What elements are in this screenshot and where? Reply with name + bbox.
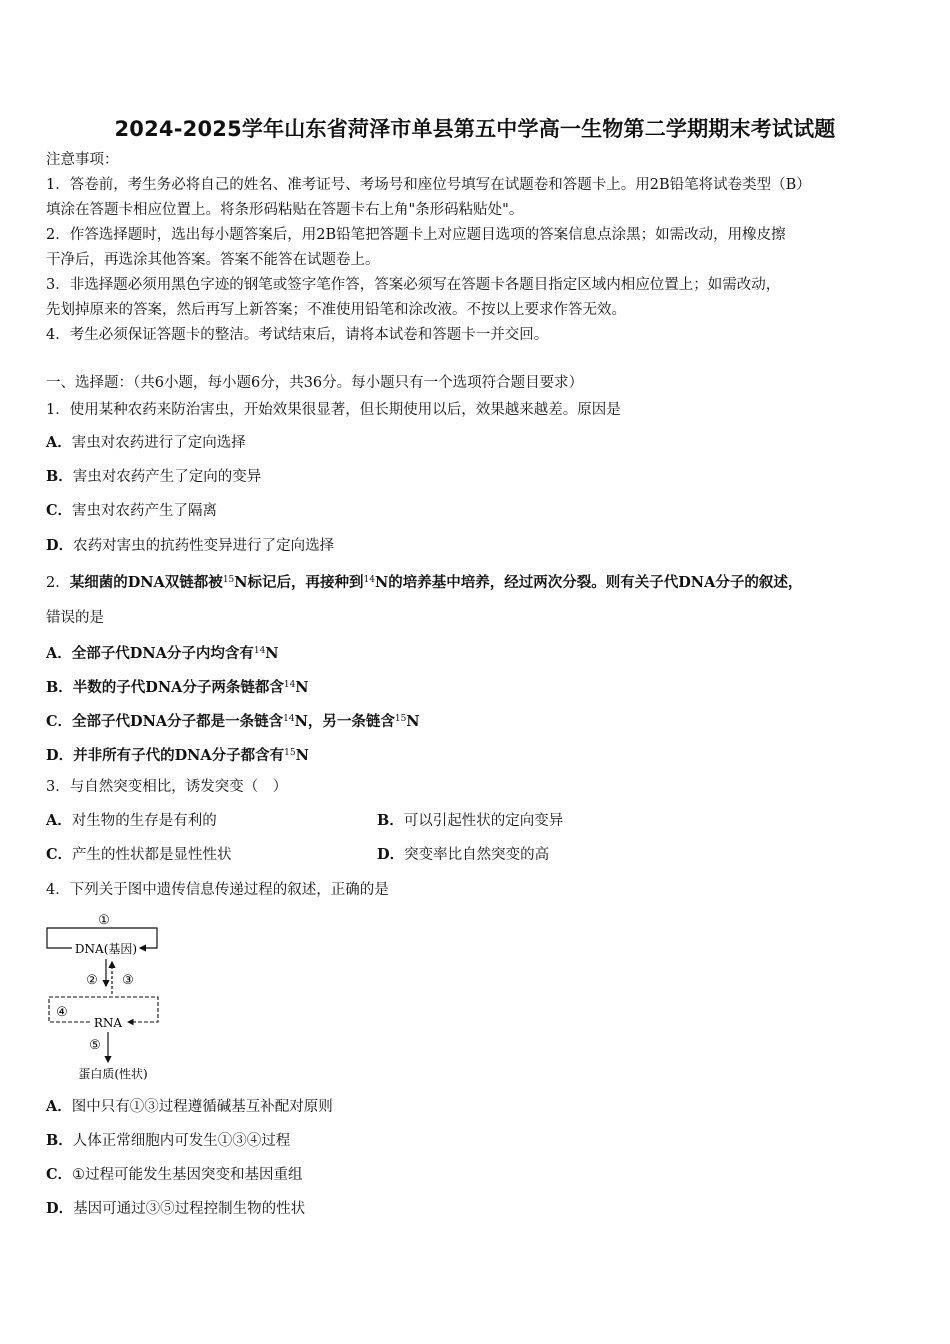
q1-option-b[interactable] [46,467,261,487]
option-text: 人体正常细胞内可发生①③④过程 [72,1133,291,1149]
q2-option-b[interactable] [46,675,309,698]
protein-node: 蛋白质(性状) [78,1067,148,1081]
process-5-label: ⑤ [89,1038,101,1053]
option-text: N [265,645,279,662]
option-label: B． [46,679,73,696]
notice-heading: 注意事项： [46,152,119,168]
q2-option-d[interactable] [46,743,309,766]
option-text: 可以引起性状的定向变异 [403,813,564,829]
notice-line: 填涂在答题卡相应位置上。将条形码粘贴在答题卡右上角"条形码粘贴处"。 [46,202,524,218]
question-stem: 与自然突变相比，诱发突变（ ） [69,779,288,795]
question-number: 1． [46,402,70,418]
superscript: 15 [394,714,407,724]
option-text: 全部子代DNA分子内均含有 [71,645,254,662]
process-4-label: ④ [56,1005,68,1020]
superscript: 14 [363,575,375,585]
option-text: 产生的性状都是显性性状 [72,847,232,863]
q3-option-b[interactable] [377,811,563,831]
option-label: C． [46,502,73,519]
process-2-label: ② [86,973,98,988]
option-label: A． [46,1098,72,1115]
option-text: N [295,747,309,764]
q3-option-c[interactable] [46,845,232,865]
q2-option-c[interactable] [46,709,420,732]
process-3-label: ③ [122,973,134,988]
option-text: 害虫对农药产生了定向的变异 [72,469,262,485]
option-text: 对生物的生存是有利的 [71,813,217,829]
q4-option-c[interactable] [46,1165,303,1185]
option-text: 基因可通过③⑤过程控制生物的性状 [73,1201,306,1217]
q3-option-d[interactable] [377,845,549,865]
option-label: C． [46,1166,73,1183]
question-number: 4． [46,882,70,898]
option-label: A． [46,645,72,662]
option-label: B． [377,812,404,829]
superscript: 15 [284,748,296,758]
option-label: B． [46,1132,73,1149]
option-label: D． [46,747,74,764]
genetic-information-flow-diagram [40,906,170,1086]
rna-node: RNA [93,1016,123,1030]
option-text: 图中只有①③过程遵循碱基互补配对原则 [71,1099,333,1115]
option-text: 并非所有子代的DNA分子都含有 [73,747,285,764]
question-number: 2． [46,575,70,591]
q1-option-a[interactable] [46,433,246,453]
question-stem: N标记后，再接种到 [234,574,364,591]
option-text: N，另一条链含 [294,713,395,730]
option-label: C． [46,846,73,863]
q4-option-b[interactable] [46,1131,290,1151]
option-text: 突变率比自然突变的高 [404,847,550,863]
option-label: D． [46,1200,74,1217]
dna-node: DNA(基因) [74,942,138,956]
page-title: 2024-2025学年山东省菏泽市单县第五中学高一生物第二学期期末考试试题 [114,117,836,141]
superscript: 14 [283,714,295,724]
option-label: D． [377,846,405,863]
option-text: 害虫对农药产生了隔离 [72,503,218,519]
option-label: A． [46,434,72,451]
notice-line: 先划掉原来的答案，然后再写上新答案；不准使用铅笔和涂改液。不按以上要求作答无效。 [46,302,626,318]
process-1-label: ① [98,913,110,928]
notice-line: 2．作答选择题时，选出每小题答案后，用2B铅笔把答题卡上对应题目选项的答案信息点涂黑；如需改动，用橡皮擦 [46,227,786,243]
question-2 [46,570,802,593]
question-stem: 下列关于图中遗传信息传递过程的叙述，正确的是 [69,882,389,898]
q3-option-a[interactable] [46,811,217,831]
question-stem: 使用某种农药来防治害虫，开始效果很显著，但长期使用以后，效果越来越差。原因是 [69,402,621,418]
question-stem: 某细菌的DNA双链都被 [69,574,223,591]
notice-line: 4．考生必须保证答题卡的整洁。考试结束后，请将本试卷和答题卡一并交回。 [46,327,549,343]
option-text: 农药对害虫的抗药性变异进行了定向选择 [73,538,335,554]
question-3 [46,777,287,797]
notice-line: 1．答卷前，考生务必将自己的姓名、准考证号、考场号和座位号填写在试题卷和答题卡上。用2B铅笔将试卷类型（B） [46,177,811,193]
option-text: N [295,679,309,696]
question-stem: N的培养基中培养，经过两次分裂。则有关子代DNA分子的叙述， [374,574,803,591]
superscript: 14 [283,680,296,690]
option-text: N [406,713,420,730]
option-text: 害虫对农药进行了定向选择 [71,435,246,451]
option-text: 全部子代DNA分子都是一条链含 [72,713,284,730]
q1-option-c[interactable] [46,501,217,521]
q2-option-a[interactable] [46,641,279,664]
notice-line: 干净后，再选涂其他答案。答案不能答在试题卷上。 [46,252,380,268]
option-text: ①过程可能发生基因突变和基因重组 [72,1167,303,1183]
option-label: B． [46,468,73,485]
option-label: D． [46,537,74,554]
option-label: A． [46,812,72,829]
q4-option-d[interactable] [46,1199,305,1219]
question-4 [46,880,389,900]
section-heading: 一、选择题：（共6小题，每小题6分，共36分。每小题只有一个选项符合题目要求） [46,375,584,391]
question-1 [46,400,621,420]
question-stem-continued: 错误的是 [46,610,104,626]
notice-line: 3．非选择题必须用黑色字迹的钢笔或签字笔作答，答案必须写在答题卡各题目指定区域内相应位置上；如需改动， [46,277,781,293]
superscript: 15 [222,575,235,585]
superscript: 14 [253,646,266,656]
option-text: 半数的子代DNA分子两条链都含 [72,679,284,696]
q4-option-a[interactable] [46,1097,333,1117]
option-label: C． [46,713,73,730]
q1-option-d[interactable] [46,536,334,556]
question-number: 3． [46,779,70,795]
